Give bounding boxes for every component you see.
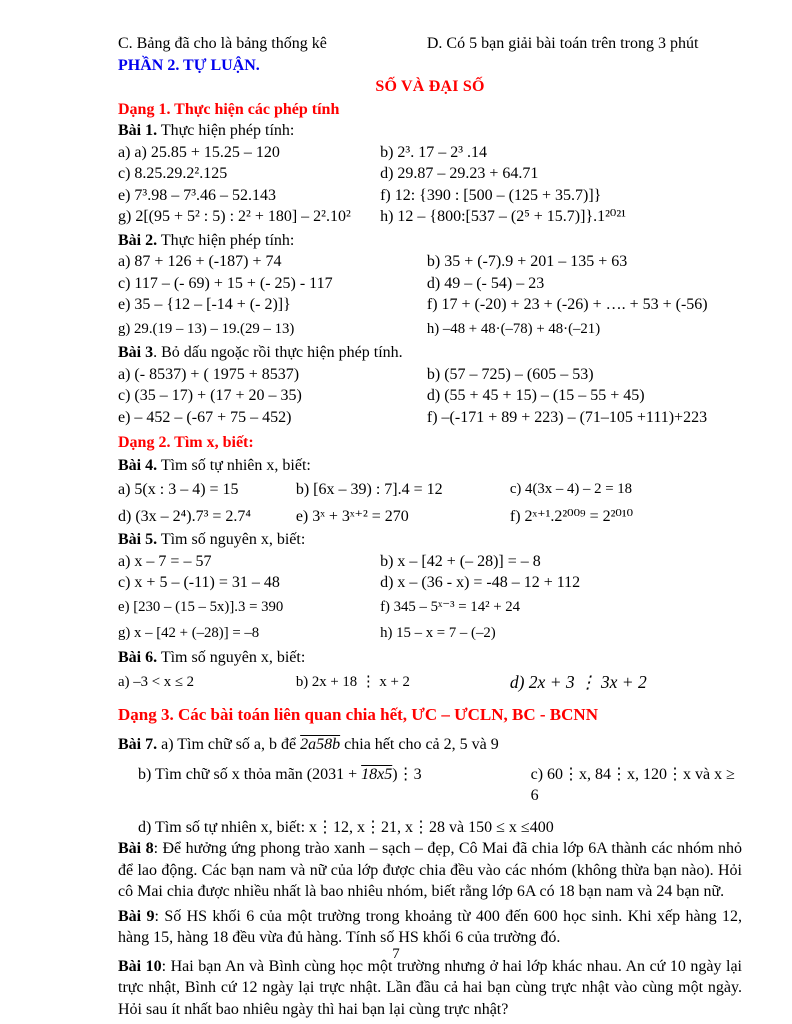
bai3-row-2 [118,385,742,407]
problem-item: d) 29.87 – 29.23 + 64.71 [380,165,539,182]
problem-item: a) a) 25.85 + 15.25 – 120 [118,143,280,161]
bai7-item-a-pre: a) Tìm chữ số a, b để [157,736,301,753]
problem-item: a) (- 8537) + ( 1975 + 8537) [118,365,300,383]
bai7-item-c: c) 60⋮x, 84⋮x, 120⋮x và x ≥ 6 [530,765,735,804]
bai6-desc: Tìm số nguyên x, biết: [157,648,306,666]
bai1-row-2 [118,163,742,185]
bai7-label: Bài 7. [118,736,158,753]
problem-item: f) 345 – 5ˣ⁻³ = 14² + 24 [380,598,521,615]
bai5-row-1 [118,551,742,573]
bai2-row-4 [118,319,742,341]
problem-item: d) 49 – (- 54) – 23 [426,274,545,292]
bai2-row-1 [118,251,742,273]
bai8-label: Bài 8 [118,840,154,857]
problem-item: g) x – [42 + (–28)] = –8 [118,625,260,641]
problem-item: h) –48 + 48·(–78) + 48·(–21) [426,320,601,337]
bai8-text: : Để hưởng ứng phong trào xanh – sạch – đẹp, Cô Mai đã chia lớp 6A thành các nhóm nhỏ để lao động. Các bạn nam và nữ của lớp được chia đều vào các nhóm (không thừa bạn nào). Hỏi cô Mai chia được nhiều nhất là bao nhiêu nhóm, biết rằng lớp 6A có 18 bạn nam và 24 bạn nữ. [118,840,743,900]
bai3-header [118,342,742,364]
bai5-row-4 [118,623,742,645]
problem-item: d) 2x + 3 ⋮ 3x + 2 [509,672,647,692]
bai7-item-b-post: )⋮3 [392,765,422,783]
bai1-row-4 [118,206,742,228]
bai4-desc: Tìm số tự nhiên x, biết: [157,456,311,474]
bai4-header [118,455,742,477]
subject-heading: SỐ VÀ ĐẠI SỐ [375,78,485,95]
problem-item: g) 29.(19 – 13) – 19.(29 – 13) [118,320,295,337]
bai1-desc: Thực hiện phép tính: [157,122,295,139]
problem-item: a) x – 7 = – 57 [118,552,212,570]
problem-item: f) 12: {390 : [500 – (125 + 35.7)]} [380,186,602,204]
problem-item: e) – 452 – (-67 + 75 – 452) [118,408,292,426]
problem-item: e) [230 – (15 – 5x)].3 = 390 [118,598,284,615]
bai7-item-b-pre: b) Tìm chữ số x thỏa mãn (2031 + [138,765,362,783]
overline-number: 18x5 [361,765,393,783]
problem-item: b) 2³. 17 – 2³ .14 [380,143,487,161]
bai2-desc: Thực hiện phép tính: [157,231,295,249]
bai9-text: : Số HS khối 6 của một trường trong khoảng từ 400 đến 600 học sinh. Khi xếp hàng 12, hàng 15, hàng 18 đều vừa đủ hàng. Tính số HS khối 6 của trường đó. [118,907,742,946]
problem-item: f) –(-171 + 89 + 223) – (71–105 +111)+223 [426,408,708,426]
bai7-item-b [138,764,531,807]
bai6-header [118,647,742,669]
bai9-paragraph [118,906,742,949]
problem-item: a) –3 < x ≤ 2 [118,674,195,690]
problem-item: b) x – [42 + (– 28)] = – 8 [380,552,541,570]
problem-item: c) 117 – (- 69) + 15 + (- 25) - 117 [118,274,333,292]
bai2-label: Bài 2. [118,231,158,249]
bai5-desc: Tìm số nguyên x, biết: [157,531,306,548]
bai1-header [118,120,742,142]
problem-item: c) 4(3x – 4) – 2 = 18 [509,481,633,497]
option-c: C. Bảng đã cho là bảng thống kê [118,35,327,52]
bai2-header [118,230,742,252]
page-number: 7 [392,946,400,962]
problem-item: g) 2[(95 + 5² : 5) : 2² + 180] – 2².10² [118,208,351,225]
problem-item: b) 2x + 18 ⋮ x + 2 [295,674,410,690]
bai6-label: Bài 6. [118,648,158,666]
bai6-row [118,672,742,694]
answer-options-row [118,33,742,55]
bai5-label: Bài 5. [118,531,158,548]
overline-number: 2a58b [300,736,341,753]
bai7-row-bc [118,764,742,807]
bai4-row-2 [118,506,742,528]
problem-item: e) 35 – {12 – [-14 + (- 2)]} [118,296,291,313]
bai5-row-2 [118,572,742,594]
problem-item: e) 7³.98 – 7³.46 – 52.143 [118,186,277,204]
problem-item: h) 15 – x = 7 – (–2) [380,625,496,641]
problem-item: b) [6x – 39) : 7].4 = 12 [295,481,443,498]
problem-item: d) (55 + 45 + 15) – (15 – 55 + 45) [426,387,645,404]
bai1-row-3 [118,185,742,207]
problem-item: h) 12 – {800:[537 – (2⁵ + 15.7)]}.1²⁰²¹ [380,208,626,225]
bai7-item-d: d) Tìm số tự nhiên x, biết: x⋮12, x⋮21, x⋮28 và 150 ≤ x ≤400 [138,818,554,836]
bai1-label: Bài 1. [118,122,158,139]
problem-item: c) x + 5 – (-11) = 31 – 48 [118,574,280,591]
bai3-row-1 [118,364,742,386]
problem-item: c) (35 – 17) + (17 + 20 – 35) [118,387,302,404]
bai3-desc: . Bỏ dấu ngoặc rồi thực hiện phép tính. [153,344,403,361]
dang2-heading: Dạng 2. Tìm x, biết: [118,434,254,451]
bai3-label: Bài 3 [118,344,154,361]
problem-item: f) 17 + (-20) + 23 + (-26) + …. + 53 + (-56) [426,296,708,313]
bai10-text: : Hai bạn An và Bình cùng học một trường nhưng ở hai lớp khác nhau. An cứ 10 ngày lại trực nhật, Bình cứ 12 ngày lại trực nhật. Lần đầu cả hai bạn cùng trực nhật vào cùng một ngày. Hỏi sau ít nhất bao nhiêu ngày thì hai bạn lại cùng trực nhật? [118,957,742,1018]
bai5-header [118,529,742,551]
option-d: D. Có 5 bạn giải bài toán trên trong 3 phút [426,35,699,52]
problem-item: a) 87 + 126 + (-187) + 74 [118,253,282,270]
bai10-label: Bài 10 [118,957,162,975]
bai4-row-1 [118,479,742,501]
bai7-item-a-post: chia hết cho cả 2, 5 và 9 [340,736,499,753]
bai2-row-3 [118,294,742,316]
bai3-row-3 [118,407,742,429]
problem-item: d) x – (36 - x) = -48 – 12 + 112 [380,574,581,591]
bai8-paragraph [118,838,742,903]
bai7-line-a [118,734,742,756]
problem-item: d) (3x – 2⁴).7³ = 2.7⁴ [118,507,251,525]
bai5-row-3 [118,597,742,619]
bai1-row-1 [118,142,742,164]
dang1-heading: Dạng 1. Thực hiện các phép tính [118,100,340,118]
problem-item: f) 2ˣ⁺¹.2²⁰⁰⁹ = 2²⁰¹⁰ [509,507,634,525]
problem-item: c) 8.25.29.2².125 [118,165,228,182]
part-heading: PHẦN 2. TỰ LUẬN. [118,56,260,74]
problem-item: a) 5(x : 3 – 4) = 15 [118,481,239,498]
bai2-row-2 [118,273,742,295]
problem-item: b) (57 – 725) – (605 – 53) [426,365,594,383]
page-content [118,33,742,1023]
dang3-heading: Dạng 3. Các bài toán liên quan chia hết, ƯC – ƯCLN, BC - BCNN [118,704,598,724]
problem-item: e) 3ˣ + 3ˣ⁺² = 270 [295,507,409,525]
bai9-label: Bài 9 [118,907,155,925]
bai4-label: Bài 4. [118,456,158,474]
problem-item: b) 35 + (-7).9 + 201 – 135 + 63 [426,253,628,270]
